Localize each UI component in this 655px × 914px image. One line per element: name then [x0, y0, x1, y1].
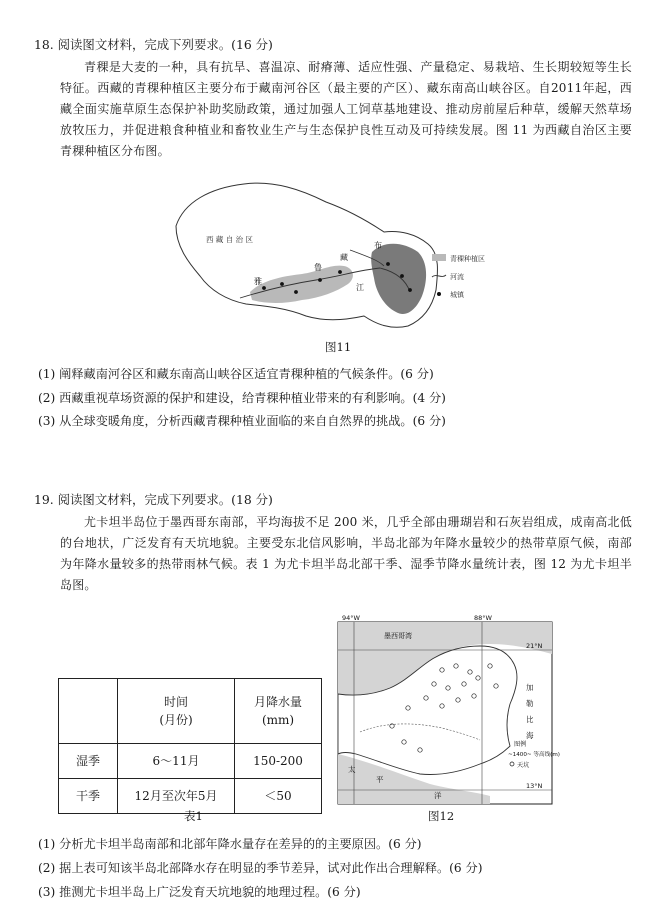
svg-text:比: 比 — [526, 715, 534, 724]
fig11-caption: 图11 — [325, 340, 352, 354]
q18-subquestion-1: (1) 阐释藏南河谷区和藏东南高山峡谷区适宜青稞种植的气候条件。(6 分) — [38, 367, 434, 381]
q18-subquestion-2: (2) 西藏重视草场资源的保护和建设，给青稞种植业带来的有利影响。(4 分) — [38, 391, 446, 405]
table-header-precip: 月降水量 (mm) — [235, 679, 322, 744]
q19-subquestion-1: (1) 分析尤卡坦半岛南部和北部年降水量存在差异的的主要原因。(6 分) — [38, 837, 422, 851]
fig11-tibet-map — [170, 180, 510, 340]
svg-text:海: 海 — [526, 731, 534, 740]
svg-text:墨西哥湾: 墨西哥湾 — [384, 632, 412, 640]
svg-text:21°N: 21°N — [526, 642, 543, 650]
svg-text:洋: 洋 — [434, 791, 442, 800]
q18-subquestion-3: (3) 从全球变暖角度，分析西藏青稞种植业面临的来自自然界的挑战。(6 分) — [38, 414, 446, 428]
svg-text:太: 太 — [348, 765, 356, 774]
q18-heading: 18. 阅读图文材料，完成下列要求。(16 分) — [34, 37, 273, 52]
fig11-legend — [432, 254, 485, 299]
river-char-4: 布 — [374, 241, 382, 250]
svg-text:河流: 河流 — [450, 273, 464, 281]
table-header-empty — [59, 679, 118, 744]
q19-material: 尤卡坦半岛位于墨西哥东南部，平均海拔不足 200 米，几乎全部由珊瑚岩和石灰岩组成，成南高北低的台地状，广泛发育有天坑地貌。主要受东北信风影响，半岛北部为年降水量较少的热带草原气候，南部为年降水量较多的热带雨林气候。表 1 为尤卡坦半岛北部干季、湿季节降水量统计表，图 12 为尤卡坦半岛图。 — [60, 515, 632, 592]
table1-caption: 表1 — [184, 809, 203, 823]
q19-heading: 19. 阅读图文材料，完成下列要求。(18 分) — [34, 492, 273, 507]
table-row: 干季 12月至次年5月 ＜50 — [59, 779, 322, 814]
river-char-3: 藏 — [340, 253, 348, 262]
q19-subquestion-3: (3) 推测尤卡坦半岛上广泛发育天坑地貌的地理过程。(6 分) — [38, 885, 361, 899]
svg-text:青稞种植区: 青稞种植区 — [450, 255, 485, 263]
svg-text:勒: 勒 — [526, 699, 534, 708]
svg-text:13°N: 13°N — [526, 782, 543, 790]
svg-text:天坑: 天坑 — [517, 762, 530, 769]
svg-text:88°W: 88°W — [474, 614, 492, 622]
fig12-caption: 图12 — [428, 809, 455, 823]
svg-text:94°W: 94°W — [342, 614, 360, 622]
q18-material: 青稞是大麦的一种，具有抗旱、喜温凉、耐瘠薄、适应性强、产量稳定、易栽培、生长期较短等生长特征。西藏的青稞种植区主要分布于藏南河谷区（最主要的产区）、藏东南高山峡谷区。自2011年起，西藏全面实施草原生态保护补助奖励政策，通过加强人工饲草基地建设、推动房前屋后种草，缓解天然草场放牧压力，并促进粮食种植业和畜牧业生产与生态保护良性互动及可持续发展。图 11 为西藏自治区主要青稞种植区分布图。 — [60, 60, 632, 158]
svg-text:平: 平 — [376, 775, 384, 784]
table-row: 湿季 6～11月 150-200 — [59, 744, 322, 779]
fig12-yucatan-map — [330, 614, 570, 809]
svg-text:加: 加 — [526, 683, 534, 692]
river-char-5: 江 — [356, 283, 364, 292]
svg-text:城镇: 城镇 — [450, 291, 464, 299]
q19-subquestion-2: (2) 据上表可知该半岛北部降水存在明显的季节差异，试对此作出合理解释。(6 分) — [38, 861, 483, 875]
svg-text:~1400~ 等高线(m): ~1400~ 等高线(m) — [508, 752, 560, 758]
svg-text:图例: 图例 — [514, 741, 527, 748]
table1-precipitation — [58, 678, 322, 814]
region-label: 西 藏 自 治 区 — [206, 235, 254, 244]
river-char-1: 雅 — [254, 277, 262, 286]
table-header-time: 时间 (月份) — [118, 679, 235, 744]
river-char-2: 鲁 — [314, 263, 322, 272]
